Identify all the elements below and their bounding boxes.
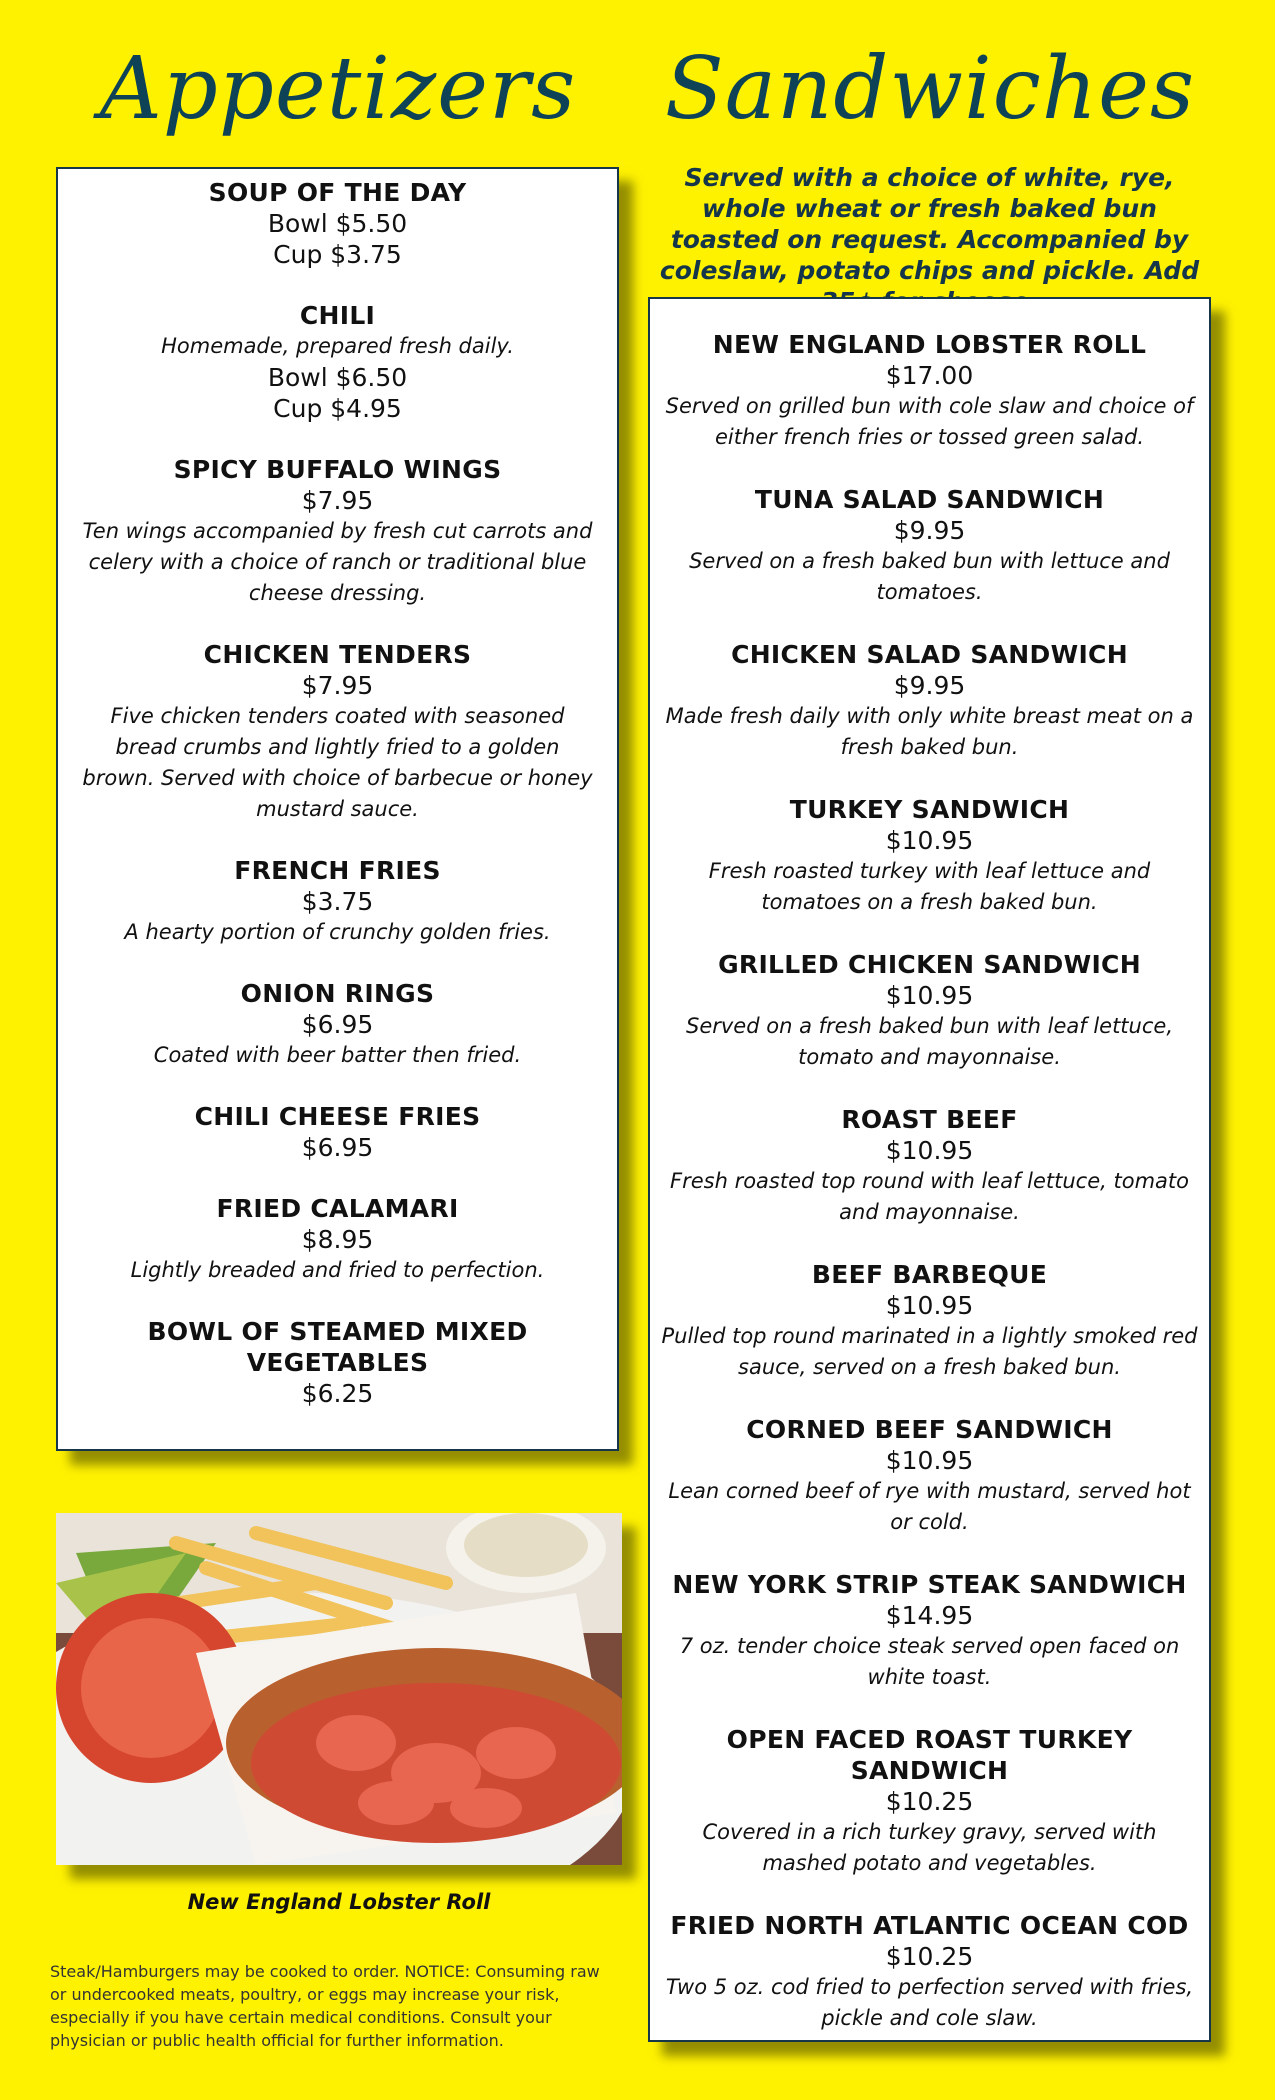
menu-item <box>658 1414 1201 1538</box>
item-price: $10.95 <box>885 981 974 1010</box>
item-price: $7.95 <box>301 671 374 700</box>
appetizers-heading: Appetizers <box>99 39 577 139</box>
item-name: CHICKEN SALAD SANDWICH <box>731 640 1128 669</box>
item-name: TUNA SALAD SANDWICH <box>754 485 1105 514</box>
item-name: BOWL OF STEAMED MIXED VEGETABLES <box>147 1317 528 1377</box>
item-description: Five chicken tenders coated with seasoned bread crumbs and lightly fried to a golden brown. Served with choice of barbecue or honey mustard sauce. <box>82 704 593 821</box>
item-price: $7.95 <box>301 486 374 515</box>
item-description: Served on a fresh baked bun with leaf lettuce, tomato and mayonnaise. <box>686 1014 1173 1069</box>
item-price: Cup $3.75 <box>273 240 402 269</box>
menu-item <box>658 1569 1201 1693</box>
item-name: SOUP OF THE DAY <box>208 178 467 207</box>
menu-item <box>82 1316 593 1409</box>
item-description: Two 5 oz. cod fried to perfection served with fries, pickle and cole slaw. <box>665 1975 1194 2030</box>
item-name: ONION RINGS <box>240 979 435 1008</box>
menu-item <box>82 978 593 1071</box>
item-price: $10.95 <box>885 1446 974 1475</box>
item-description: Lightly breaded and fried to perfection. <box>130 1258 545 1282</box>
menu-item <box>658 1910 1201 2034</box>
item-description: Ten wings accompanied by fresh cut carrots and celery with a choice of ranch or traditional blue cheese dressing. <box>82 519 593 605</box>
sandwiches-heading: Sandwiches <box>664 39 1196 139</box>
item-description: Pulled top round marinated in a lightly smoked red sauce, served on a fresh baked bun. <box>661 1324 1198 1379</box>
menu-item <box>658 794 1201 918</box>
item-price: $9.95 <box>893 671 966 700</box>
item-description: 7 oz. tender choice steak served open faced on white toast. <box>679 1634 1180 1689</box>
item-name: FRIED CALAMARI <box>216 1194 459 1223</box>
item-description: Served on a fresh baked bun with lettuce and tomatoes. <box>689 549 1170 604</box>
item-price: Cup $4.95 <box>273 394 402 423</box>
item-price: $8.95 <box>301 1225 374 1254</box>
sandwiches-intro: Served with a choice of white, rye, whole wheat or fresh baked bun toasted on request. Accompanied by coleslaw, potato chips and pickle. Add <box>659 163 1200 285</box>
menu-item <box>658 639 1201 763</box>
food-safety-notice: Steak/Hamburgers may be cooked to order. NOTICE: Consuming raw or undercooked meats, poultry, or eggs may increase your risk, especially if you have certain medical conditions. Consult your physician or public health official for further information. <box>50 1962 600 2050</box>
item-name: CHICKEN TENDERS <box>203 640 472 669</box>
item-name: SPICY BUFFALO WINGS <box>173 455 502 484</box>
item-price: $14.95 <box>885 1601 974 1630</box>
item-name: BEEF BARBEQUE <box>811 1260 1048 1289</box>
menu-item <box>82 454 593 609</box>
menu-item <box>658 484 1201 608</box>
lobster-roll-photo <box>56 1513 622 1865</box>
item-description: Fresh roasted top round with leaf lettuce, tomato and mayonnaise. <box>670 1169 1189 1224</box>
item-name: NEW ENGLAND LOBSTER ROLL <box>712 330 1147 359</box>
photo-caption: New England Lobster Roll <box>187 1890 491 1914</box>
item-price: $3.75 <box>301 887 374 916</box>
item-price: $6.25 <box>301 1379 374 1408</box>
menu-item <box>658 1104 1201 1228</box>
item-price: Bowl $5.50 <box>267 209 408 238</box>
item-price: $6.95 <box>301 1133 374 1162</box>
item-price: $17.00 <box>885 361 974 390</box>
menu-item <box>82 177 593 270</box>
menu-item <box>82 1101 593 1163</box>
item-price: $9.95 <box>893 516 966 545</box>
item-description: A hearty portion of crunchy golden fries. <box>124 920 551 944</box>
item-name: GRILLED CHICKEN SANDWICH <box>718 950 1141 979</box>
item-price: $10.25 <box>885 1942 974 1971</box>
item-name: CHILI <box>299 301 376 330</box>
item-price: $10.95 <box>885 826 974 855</box>
item-price: $10.95 <box>885 1291 974 1320</box>
menu-item <box>658 329 1201 453</box>
menu-item <box>82 639 593 825</box>
item-description: Fresh roasted turkey with leaf lettuce and tomatoes on a fresh baked bun. <box>708 859 1151 914</box>
menu-item <box>658 1724 1201 1879</box>
item-name: CORNED BEEF SANDWICH <box>746 1415 1113 1444</box>
item-name: NEW YORK STRIP STEAK SANDWICH <box>672 1570 1187 1599</box>
appetizers-panel <box>56 167 619 1451</box>
item-name: CHILI CHEESE FRIES <box>194 1102 481 1131</box>
item-description: Served on grilled bun with cole slaw and choice of either french fries or tossed green salad. <box>665 394 1194 449</box>
menu-item <box>82 1193 593 1286</box>
item-description: Homemade, prepared fresh daily. <box>161 334 514 358</box>
item-price: $10.95 <box>885 1136 974 1165</box>
item-name: FRENCH FRIES <box>234 856 441 885</box>
item-description: Covered in a rich turkey gravy, served with mashed potato and vegetables. <box>702 1820 1157 1875</box>
item-description: Made fresh daily with only white breast meat on a fresh baked bun. <box>665 704 1194 759</box>
menu-item <box>658 1259 1201 1383</box>
item-price: Bowl $6.50 <box>267 363 408 392</box>
item-name: ROAST BEEF <box>841 1105 1018 1134</box>
item-name: FRIED NORTH ATLANTIC OCEAN COD <box>670 1911 1189 1940</box>
item-name: OPEN FACED ROAST TURKEY SANDWICH <box>726 1725 1133 1785</box>
item-description: Coated with beer batter then fried. <box>153 1043 522 1067</box>
item-price: $6.95 <box>301 1010 374 1039</box>
menu-item <box>82 300 593 424</box>
item-name: TURKEY SANDWICH <box>789 795 1070 824</box>
item-price: $10.25 <box>885 1787 974 1816</box>
menu-item <box>82 855 593 948</box>
menu-item <box>658 949 1201 1073</box>
item-description: Lean corned beef of rye with mustard, served hot or cold. <box>668 1479 1191 1534</box>
sandwiches-panel <box>648 297 1211 2042</box>
